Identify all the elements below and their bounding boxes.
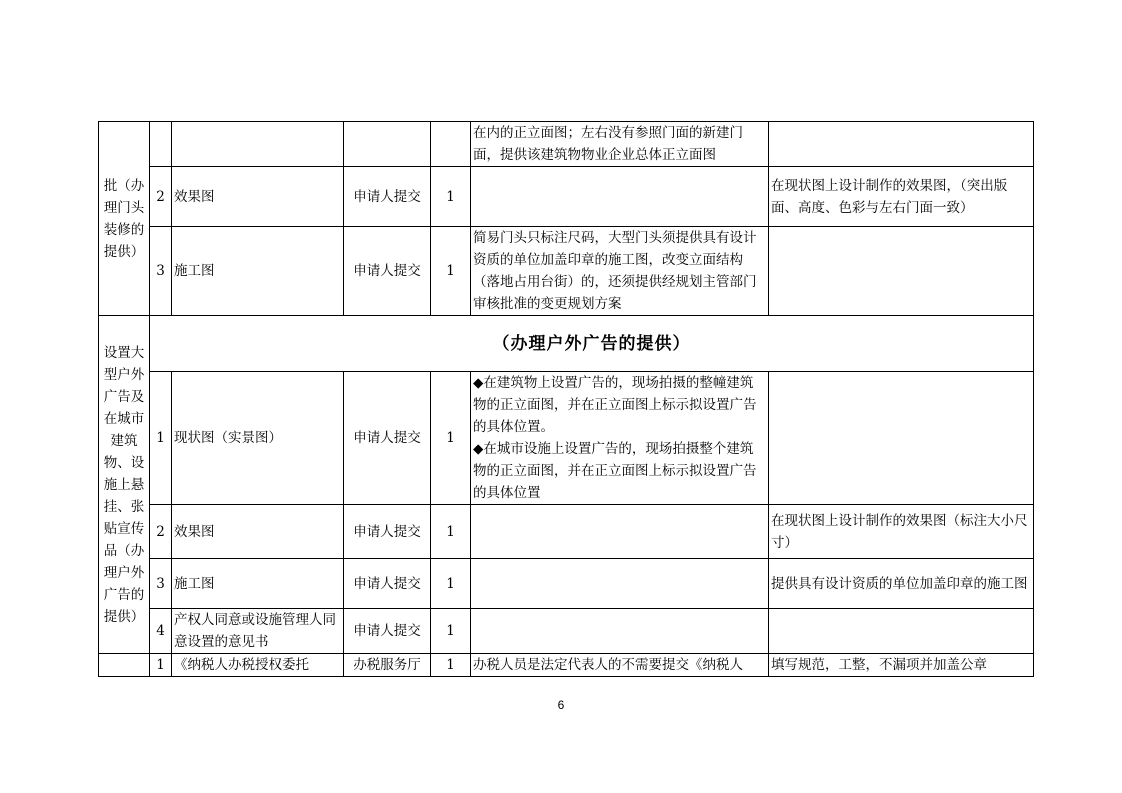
- note: 在现状图上设计制作的效果图，（突出版面、高度、色彩与左右门面一致）: [769, 167, 1034, 227]
- item-number: 3: [150, 559, 172, 609]
- copy-count: 1: [431, 372, 471, 505]
- note: 填写规范，工整，不漏项并加盖公章: [769, 654, 1034, 677]
- item-number: [150, 122, 172, 167]
- submitter: 申请人提交: [344, 227, 431, 316]
- requirement: [471, 559, 769, 609]
- copy-count: 1: [431, 505, 471, 559]
- submitter: 申请人提交: [344, 559, 431, 609]
- item-number: 4: [150, 609, 172, 654]
- note: 在现状图上设计制作的效果图（标注大小尺寸）: [769, 505, 1034, 559]
- requirement-line: ◆在城市设施上设置广告的，现场拍摄整个建筑物的正立面图，并在正立面图上标示拟设置广告的具体位置: [473, 441, 757, 501]
- item-number: 1: [150, 372, 172, 505]
- materials-table: [98, 121, 1034, 677]
- submitter: [344, 122, 431, 167]
- copy-count: [431, 122, 471, 167]
- item-name: 效果图: [172, 505, 344, 559]
- table-row: [99, 227, 1034, 316]
- item-number: 2: [150, 505, 172, 559]
- submitter: 申请人提交: [344, 167, 431, 227]
- note: 提供具有设计资质的单位加盖印章的施工图: [769, 559, 1034, 609]
- item-name: 施工图: [172, 227, 344, 316]
- item-name: 产权人同意或设施管理人同意设置的意见书: [172, 609, 344, 654]
- copy-count: 1: [431, 167, 471, 227]
- category-cell: 批（办理门头装修的提供）: [99, 122, 150, 316]
- requirement: [471, 609, 769, 654]
- item-number: 1: [150, 654, 172, 677]
- section-heading-row: [99, 316, 1034, 372]
- item-number: 3: [150, 227, 172, 316]
- copy-count: 1: [431, 654, 471, 677]
- category-cell: 设置大型户外广告及在城市建筑物、设施上悬挂、张贴宣传品（办理户外广告的提供）: [99, 316, 150, 654]
- item-number: 2: [150, 167, 172, 227]
- requirement: [471, 167, 769, 227]
- copy-count: 1: [431, 609, 471, 654]
- note: [769, 372, 1034, 505]
- note: [769, 609, 1034, 654]
- category-cell: [99, 654, 150, 677]
- table-row: [99, 372, 1034, 505]
- note: [769, 227, 1034, 316]
- copy-count: 1: [431, 227, 471, 316]
- submitter: 办税服务厅: [344, 654, 431, 677]
- table-row: [99, 122, 1034, 167]
- requirement-line: ◆在建筑物上设置广告的，现场拍摄的整幢建筑物的正立面图，并在正立面图上标示拟设置广告的具体位置。: [473, 375, 757, 435]
- requirement: 简易门头只标注尺码，大型门头须提供具有设计资质的单位加盖印章的施工图，改变立面结构（落地占用台街）的，还须提供经规划主管部门审核批准的变更规划方案: [471, 227, 769, 316]
- submitter: 申请人提交: [344, 505, 431, 559]
- item-name: [172, 122, 344, 167]
- item-name: 效果图: [172, 167, 344, 227]
- submitter: 申请人提交: [344, 609, 431, 654]
- copy-count: 1: [431, 559, 471, 609]
- requirement: 在内的正立面图；左右没有参照门面的新建门面，提供该建筑物物业企业总体正立面图: [471, 122, 769, 167]
- table-row: [99, 609, 1034, 654]
- page-number: 6: [557, 698, 565, 712]
- table-row: [99, 505, 1034, 559]
- item-name: 现状图（实景图）: [172, 372, 344, 505]
- table-row: [99, 167, 1034, 227]
- requirement: [471, 505, 769, 559]
- table-row: [99, 654, 1034, 677]
- item-name: 《纳税人办税授权委托: [172, 654, 344, 677]
- requirement: 办税人员是法定代表人的不需要提交《纳税人: [471, 654, 769, 677]
- requirement: [471, 372, 769, 505]
- item-name: 施工图: [172, 559, 344, 609]
- submitter: 申请人提交: [344, 372, 431, 505]
- note: [769, 122, 1034, 167]
- table-row: [99, 559, 1034, 609]
- section-heading: （办理户外广告的提供）: [150, 316, 1034, 372]
